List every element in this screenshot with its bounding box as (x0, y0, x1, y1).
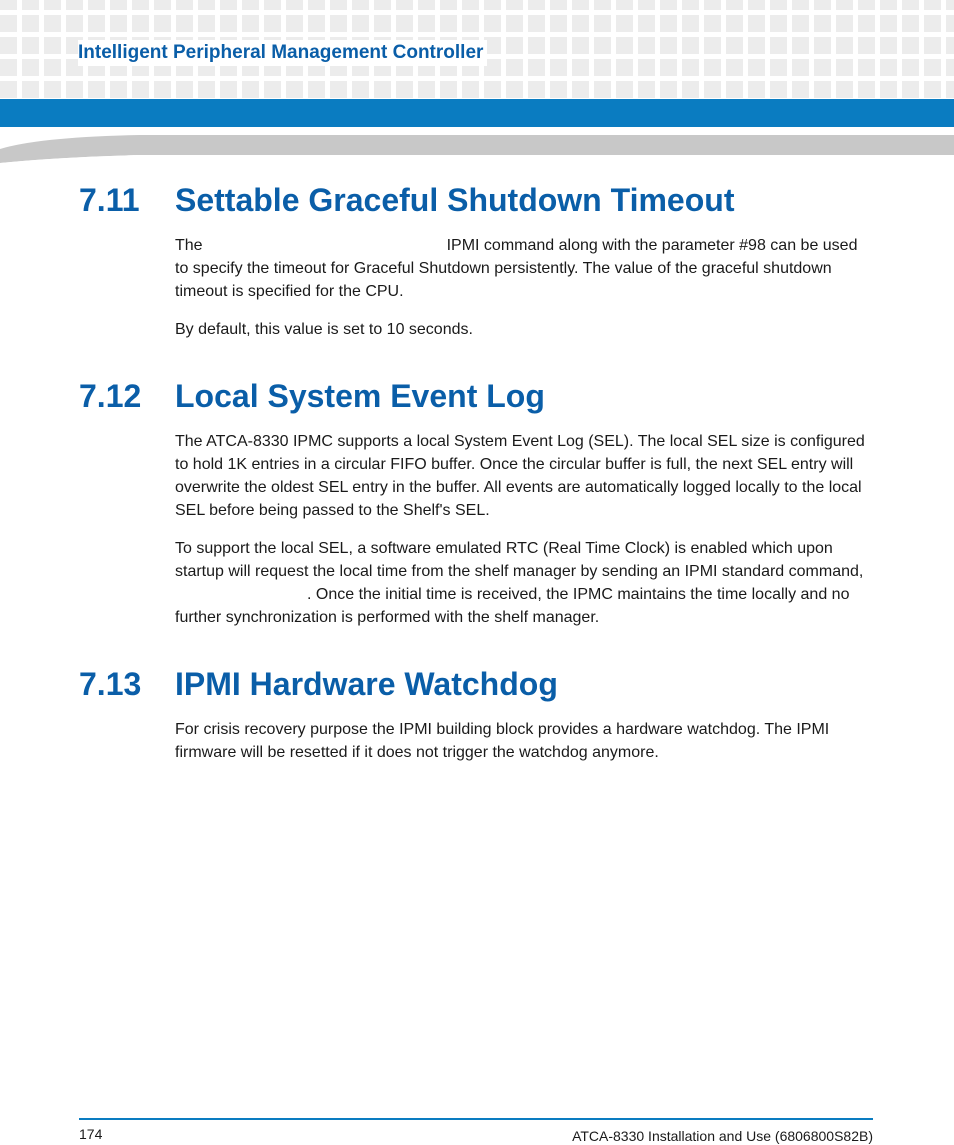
section-title: Settable Graceful Shutdown Timeout (175, 182, 735, 218)
header-blue-bar (0, 99, 954, 127)
footer-rule (79, 1118, 873, 1120)
section-heading-7-11 (79, 182, 734, 219)
section-title: Local System Event Log (175, 378, 545, 414)
section-number: 7.11 (79, 182, 140, 218)
paragraph-default-value: By default, this value is set to 10 seconds. (175, 321, 473, 338)
section-heading-7-12 (79, 378, 545, 415)
paragraph-rtc (175, 537, 875, 629)
running-header-title: Intelligent Peripheral Management Controller (78, 40, 487, 66)
paragraph-text: IPMI command along with the parameter #98 can be used to specify the timeout for Graceful Shutdown persistently. The value of the graceful shutdown timeout is specified for the CPU. (175, 237, 858, 300)
footer-document-title: ATCA-8330 Installation and Use (6806800S82B) (572, 1128, 873, 1144)
section-heading-7-13 (79, 666, 558, 703)
paragraph-watchdog: For crisis recovery purpose the IPMI building block provides a hardware watchdog. The IPMI firmware will be resetted if it does not trigger the watchdog anymore. (175, 721, 830, 761)
paragraph-graceful-shutdown (175, 234, 875, 303)
paragraph-text: The (175, 237, 203, 254)
paragraph-text: . Once the initial time is received, the IPMC maintains the time locally and no further synchronization is performed with the shelf manager. (175, 586, 850, 626)
paragraph-text: To support the local SEL, a software emulated RTC (Real Time Clock) is enabled which upon startup will request the local time from the shelf manager by sending an IPMI standard command, (175, 540, 864, 580)
section-number: 7.12 (79, 378, 142, 414)
section-title: IPMI Hardware Watchdog (175, 666, 558, 702)
section-number: 7.13 (79, 666, 142, 702)
page-number: 174 (79, 1126, 103, 1142)
header-gray-swoosh (0, 127, 954, 163)
paragraph-local-sel: The ATCA-8330 IPMC supports a local System Event Log (SEL). The local SEL size is configured to hold 1K entries in a circular FIFO buffer. Once the circular buffer is full, the next SEL entry will overwrite the oldest SEL entry in the buffer. All events are automatically logged locally to the local SEL before being passed to the Shelf's SEL. (175, 433, 865, 519)
